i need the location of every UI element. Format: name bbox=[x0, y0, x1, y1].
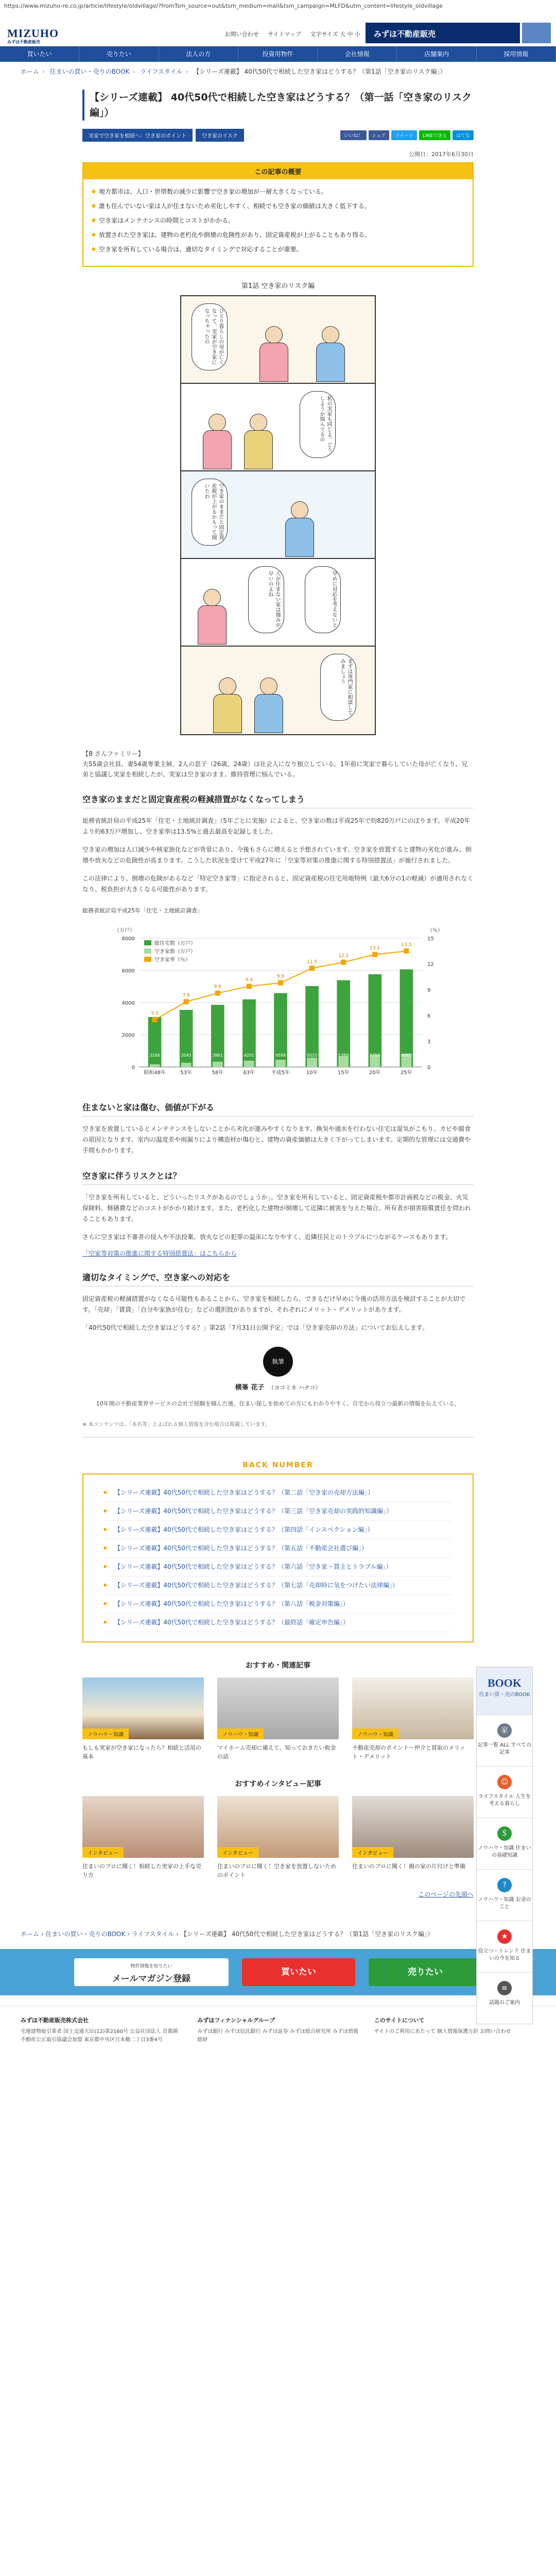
tweet-button[interactable]: ツイート bbox=[391, 130, 417, 140]
backnumber-link[interactable]: ▶ 【シリーズ連載】40代50代で相続した空き家はどうする？（最終話「確定申告編」） bbox=[104, 1614, 452, 1632]
manga-panel bbox=[181, 384, 375, 471]
bar-vacant bbox=[150, 1064, 160, 1067]
bar-total-label: 4588 bbox=[275, 1053, 286, 1058]
backnumber-link[interactable]: ▶ 【シリーズ連載】40代50代で相続した空き家はどうする？（第八話「税金対策編」） bbox=[104, 1595, 452, 1614]
nav-item-corporate[interactable]: 法人の方 bbox=[159, 46, 238, 62]
nav-item-buy[interactable]: 買いたい bbox=[0, 46, 79, 62]
y-tick-label: 2000 bbox=[121, 1032, 135, 1039]
rate-label: 9.8 bbox=[276, 974, 285, 979]
breadcrumb-lifestyle[interactable]: ライフスタイル bbox=[131, 1930, 175, 1938]
sidebar-item-all[interactable]: 家 記事一覧 ALL すべての記事 bbox=[477, 1715, 532, 1766]
backnumber-list bbox=[82, 1473, 474, 1642]
bar-total bbox=[400, 970, 413, 1067]
line-button[interactable]: LINEで送る bbox=[419, 130, 450, 140]
logo[interactable]: MIZUHO みずほ不動産販売 bbox=[7, 27, 59, 44]
summary-heading: この記事の概要 bbox=[83, 163, 473, 179]
header-link-contact[interactable]: お問い合わせ bbox=[224, 31, 259, 38]
bar-total-label: 3861 bbox=[212, 1053, 223, 1058]
speech-bubble: 早めに対応を考えないと bbox=[305, 566, 341, 633]
newsletter-button[interactable]: 物件情報を知りたい メールマガジン登録 bbox=[74, 1958, 229, 1986]
footer-col-company: みずほ不動産販売株式会社 宅地建物取引業者 国土交通大臣(12)第2160号 公益社団法人 首都圏不動産公正取引協議会加盟 東京都中央区日本橋二丁目3番4号 bbox=[21, 2017, 178, 2043]
backnumber-link[interactable]: ▶ 【シリーズ連載】40代50代で相続した空き家はどうする？（第三話「空き家売却の実践的知識編」） bbox=[104, 1502, 452, 1521]
character-figure bbox=[212, 677, 243, 734]
paragraph: 「40代50代で相続した空き家はどうする？」第2話「7月31日公開予定」では「空き家売却の方法」についてお伝えします。 bbox=[82, 1324, 428, 1331]
bar-vacant bbox=[307, 1058, 317, 1067]
breadcrumb-book[interactable]: 住まいの買い・売りのBOOK bbox=[45, 1930, 126, 1938]
y2-axis-label: （％） bbox=[427, 928, 443, 934]
interview-card[interactable]: インタビュー 住まいのプロに聞く！親の家の片付けと準備 bbox=[352, 1796, 474, 1879]
rate-label: 7.6 bbox=[182, 993, 190, 998]
nav-item-investment[interactable]: 投資用物件 bbox=[238, 46, 318, 62]
nav-item-company[interactable]: 会社情報 bbox=[318, 46, 397, 62]
bar-vacant bbox=[213, 1062, 223, 1067]
rate-label: 13.5 bbox=[401, 942, 412, 947]
manga-title: 第1話 空き家のリスク編 bbox=[241, 282, 315, 290]
backnumber-label: BACK NUMBER bbox=[242, 1461, 314, 1469]
sell-button[interactable]: 売りたい bbox=[369, 1958, 482, 1986]
manga-panel bbox=[181, 559, 375, 647]
rate-label: 11.5 bbox=[307, 959, 318, 965]
section-heading: 空き家のままだと固定資産税の軽減措置がなくなってしまう bbox=[82, 793, 474, 808]
money-icon: ＄ bbox=[497, 1826, 512, 1841]
y-tick-label: 6000 bbox=[121, 968, 135, 974]
facebook-like-button[interactable]: いいね！ bbox=[340, 130, 366, 140]
y2-tick-label: 9 bbox=[427, 988, 431, 993]
housing-chart bbox=[82, 906, 474, 1088]
x-tick-label: 10年 bbox=[306, 1070, 318, 1076]
paragraph: さらに空き家は不審者の侵入や不法投棄、放火などの犯罪の温床になりやすく、近隣住民とのトラブルにつながるケースもあります。 bbox=[82, 1233, 452, 1241]
facebook-share-button[interactable]: シェア bbox=[369, 130, 390, 140]
summary-point: ● 放置された空き家は、建物の老朽化や倒壊の危険性があり、固定資産税が上がることもあり得る。 bbox=[92, 230, 464, 240]
sidebar-item-money[interactable]: ? ノウハウ・知識 お金のこと bbox=[477, 1869, 532, 1921]
backnumber-link[interactable]: ▶ 【シリーズ連載】40代50代で相続した空き家はどうする？（第六話「空き家・買主とトラブル編」） bbox=[104, 1558, 452, 1577]
x-tick-label: 25年 bbox=[401, 1070, 412, 1076]
list-icon: ≡ bbox=[497, 1981, 512, 1995]
x-tick-label: 平成5年 bbox=[271, 1070, 290, 1076]
legend-label: 空き家率（％） bbox=[154, 957, 190, 963]
paragraph: 空き家を放置しているとメンテナンスをしないことから劣化が進みやすくなります。換気や通水を行わない住宅は湿気がこもり、カビや腐食の原因となります。室内の温度差や雨漏りにより構造材が傷むと、建物の資産価値は大きく下がってしまいます。定期的な管理には交通費や手間もかかります。 bbox=[82, 1125, 471, 1154]
recommend-image: ノウハウ・知識 bbox=[82, 1677, 204, 1739]
backnumber-link[interactable]: ▶ 【シリーズ連載】40代50代で相続した空き家はどうする？（第七話「売却時に気をつけたい法律編」） bbox=[104, 1577, 452, 1595]
breadcrumb-lifestyle[interactable]: ライフスタイル bbox=[140, 68, 183, 75]
x-tick-label: 63年 bbox=[243, 1070, 255, 1076]
nav-item-sell[interactable]: 売りたい bbox=[79, 46, 159, 62]
sidebar-item-topics[interactable]: ≡ 話題のご案内 bbox=[477, 1972, 532, 2024]
backnumber-link[interactable]: ▶ 【シリーズ連載】40代50代で相続した空き家はどうする？（第四話「インスペクション編」） bbox=[104, 1521, 452, 1539]
x-tick-label: 53年 bbox=[180, 1070, 193, 1076]
rate-label: 13.1 bbox=[370, 945, 380, 951]
y-tick-label: 8000 bbox=[121, 936, 135, 942]
buy-button[interactable]: 買いたい bbox=[242, 1958, 355, 1986]
bar-total-label: 6063 bbox=[401, 1053, 412, 1058]
footer-col-about: このサイトについて サイトのご利用にあたって 個人情報保護方針 お問い合わせ bbox=[374, 2017, 511, 2035]
x-tick-label: 20年 bbox=[369, 1070, 381, 1076]
speech-bubble: ひとり暮らしの母が亡くなって、実家が空き家になっちゃったの bbox=[192, 303, 228, 370]
header-link-sitemap[interactable]: サイトマップ bbox=[268, 31, 301, 38]
manga-panel bbox=[181, 296, 375, 384]
character-figure bbox=[315, 326, 346, 383]
hatena-button[interactable]: はてな bbox=[453, 130, 474, 140]
rate-point bbox=[152, 1017, 158, 1022]
bar-total-label: 5759 bbox=[370, 1053, 380, 1058]
page-title: 【シリーズ連載】 40代50代で相続した空き家はどうする？（第一話「空き家のリスク編」） bbox=[82, 90, 474, 121]
rate-point bbox=[404, 948, 409, 954]
manga-strip bbox=[180, 295, 376, 735]
x-tick-label: 昭和48年 bbox=[144, 1070, 166, 1076]
speech-bubble: 人が住まない家は傷みが早いのよね bbox=[248, 566, 284, 633]
brand-box[interactable]: みずほ不動産販売 bbox=[366, 23, 520, 43]
summary-point: ● 空き家はメンテナンスの時間とコストがかかる。 bbox=[92, 215, 464, 226]
star-icon: ★ bbox=[497, 1929, 512, 1944]
character-figure bbox=[258, 326, 289, 383]
character-figure bbox=[202, 414, 233, 470]
paragraph: 「空き家を所有していると、どういったリスクがあるのでしょうか」。空き家を所有していると、固定資産税や都市計画税などの税金、火災保険料、修繕費などのコストがかかり続けます。また、老朽化した建物が倒壊して近隣に被害を与えた場合、所有者が損害賠償責任を問われることもあります。 bbox=[82, 1194, 472, 1223]
rate-point bbox=[184, 999, 189, 1004]
bar-vacant bbox=[244, 1061, 254, 1067]
manga-panel bbox=[181, 471, 375, 559]
speech-bubble: まずは専門家に相談してみましょう bbox=[320, 654, 356, 721]
x-tick-label: 15年 bbox=[337, 1070, 350, 1076]
paragraph: 総務省統計局の平成25年「住宅・土地統計調査」（5年ごとに実施）によると、空き家の数は平成25年で約820万戸にのぼります。平成20年より約63万戸増加し、空き家率は13.5%と過去最高を記録しました。 bbox=[82, 817, 471, 835]
breadcrumb: ホーム › 住まいの買い・売りのBOOK › ライフスタイル › 【シリーズ連載】 40代50代で相続した空き家はどうする？（第1話「空き家のリスク編」） bbox=[21, 68, 446, 75]
family-caption-head: 【B さんファミリー】 bbox=[82, 750, 144, 757]
legend-label: 総住宅数（万戸） bbox=[154, 941, 196, 946]
recommend-row bbox=[82, 1677, 474, 1761]
character-figure bbox=[243, 414, 274, 470]
interview-image: インタビュー bbox=[217, 1796, 339, 1858]
brand-corner bbox=[522, 23, 551, 43]
nav-item-recruit[interactable]: 採用情報 bbox=[477, 46, 556, 62]
y-tick-label: 0 bbox=[131, 1065, 135, 1071]
y2-tick-label: 0 bbox=[427, 1065, 431, 1071]
bar-vacant bbox=[338, 1056, 349, 1067]
nav-item-stores[interactable]: 店舗案内 bbox=[397, 46, 476, 62]
sidebar-item-lifestyle[interactable]: ☺ ライフスタイル 人生を考える暮らし bbox=[477, 1766, 532, 1818]
bar-total bbox=[148, 1017, 162, 1067]
rate-point bbox=[372, 952, 377, 957]
breadcrumb-bottom: ホーム › 住まいの買い・売りのBOOK › ライフスタイル › 【シリーズ連載】 40代50代で相続した空き家はどうする？（第1話「空き家のリスク編」） bbox=[21, 1930, 433, 1938]
interview-row bbox=[82, 1796, 474, 1879]
sidebar-item-knowhow[interactable]: ＄ ノウハウ・知識 住まいの基礎知識 bbox=[477, 1818, 532, 1869]
character-figure bbox=[284, 501, 315, 558]
recommend-title: おすすめ・関連記事 bbox=[245, 1662, 311, 1670]
rate-label: 5.5 bbox=[151, 1011, 159, 1016]
recommend-card[interactable]: ノウハウ・知識 もしも実家が空き家になったら？相続と活用の基本 bbox=[82, 1677, 204, 1761]
tag-button-risk[interactable]: 空き家のリスク bbox=[196, 129, 244, 142]
rate-label: 9.4 bbox=[245, 977, 253, 983]
author-name: 横峯 花子 （ヨコミネ ハナコ） bbox=[235, 1384, 321, 1392]
y2-tick-label: 3 bbox=[427, 1039, 431, 1045]
law-link[interactable]: 「空家等対策の推進に関する特別措置法」はこちらから bbox=[82, 1250, 237, 1257]
site-footer bbox=[0, 2006, 556, 2129]
tag-button-akiya[interactable]: 実家で空き家を相続へ：空き家のポイント bbox=[82, 129, 193, 142]
sidebar-book-banner[interactable]: BOOK 住まい買・売のBOOK bbox=[477, 1667, 532, 1715]
rate-label: 12.2 bbox=[338, 953, 349, 959]
global-nav bbox=[0, 46, 556, 62]
paragraph: 空き家の増加は人口減少や核家族化などが背景にあり、今後もさらに増えると予想されています。空き家を放置すると建物の劣化が進み、倒壊や放火などの危険性が高まります。こうした状況を受けて平成27年に「空家等対策の推進に関する特別措置法」が施行されました。 bbox=[82, 846, 472, 864]
y2-tick-label: 6 bbox=[427, 1013, 431, 1019]
bar-total bbox=[180, 1010, 193, 1067]
rate-point bbox=[247, 984, 252, 989]
rate-point bbox=[341, 960, 346, 965]
section-heading: 空き家に伴うリスクとは？ bbox=[82, 1170, 474, 1185]
question-icon: ? bbox=[497, 1878, 512, 1892]
legend-label: 空き家数（万戸） bbox=[154, 949, 196, 955]
speech-bubble: 私の実家も同じよ。どうしようか悩んでるの bbox=[300, 391, 336, 458]
recommend-image: ノウハウ・知識 bbox=[352, 1677, 474, 1739]
breadcrumb-current: 【シリーズ連載】 40代50代で相続した空き家はどうする？（第1話「空き家のリスク編」） bbox=[180, 1930, 433, 1938]
rate-point bbox=[309, 965, 315, 971]
interview-image: インタビュー bbox=[82, 1796, 204, 1858]
manga-panel bbox=[181, 647, 375, 734]
summary-point: ● 誰も住んでいない家は人が住まないため劣化しやすく、相続でも空き家の価値は大きく低下する。 bbox=[92, 201, 464, 211]
rate-point bbox=[278, 980, 283, 986]
backnumber-section bbox=[82, 1461, 474, 1642]
chart-title: 総務省統計局平成25年「住宅・土地統計調査」 bbox=[82, 907, 203, 914]
footnote: ※ 本コンテンツは、「本名等」とよばれる個人情報を含む場合は掲載しています。 bbox=[82, 1420, 474, 1437]
cta-band bbox=[0, 1949, 556, 1995]
footer-col-group: みずほフィナンシャルグループ みずほ銀行 みずほ信託銀行 みずほ証券 みずほ総合研究所 みずほ情報総研 bbox=[197, 2017, 359, 2043]
breadcrumb-home[interactable]: ホーム bbox=[21, 68, 40, 75]
summary-point: ● 地方都市は、人口・世帯数の減少に影響で空き家の増加が一層大きくなっている。 bbox=[92, 187, 464, 197]
paragraph: この法律により、倒壊の危険があるなど「特定空き家等」に指定されると、固定資産税の住宅用地特例（最大6分の1の軽減）が適用されなくなり、税負担が大きくなる可能性があります。 bbox=[82, 875, 474, 893]
bar-total-label: 5389 bbox=[338, 1053, 349, 1058]
smile-icon: ☺ bbox=[497, 1775, 512, 1789]
family-caption bbox=[82, 749, 474, 779]
y-axis-label: （万戸） bbox=[114, 928, 135, 934]
bar-total-label: 4201 bbox=[244, 1053, 255, 1058]
speech-bubble: 空き家のままだと固定資産税が上がるかもって聞いたわ bbox=[192, 479, 228, 546]
article-content bbox=[82, 90, 474, 1899]
recommend-card[interactable]: ノウハウ・知識 マイホーム売却に備えて、知っておきたい税金の話 bbox=[217, 1677, 339, 1761]
breadcrumb-current: 【シリーズ連載】 40代50代で相続した空き家はどうする？（第1話「空き家のリスク編」） bbox=[193, 68, 446, 75]
interview-card[interactable]: インタビュー 住まいのプロに聞く！相続した実家の上手な売り方 bbox=[82, 1796, 204, 1879]
summary-box bbox=[82, 162, 474, 267]
bar-total-label: 3106 bbox=[149, 1053, 160, 1058]
tag-row bbox=[82, 129, 474, 142]
y2-tick-label: 12 bbox=[427, 962, 434, 968]
legend-swatch bbox=[144, 948, 151, 954]
bar-total-label: 3545 bbox=[181, 1053, 192, 1058]
breadcrumb-home[interactable]: ホーム bbox=[21, 1930, 40, 1938]
legend-swatch bbox=[144, 957, 151, 962]
backnumber-link[interactable]: ▶ 【シリーズ連載】40代50代で相続した空き家はどうする？（第二話「空き家の売却方法編」） bbox=[104, 1484, 452, 1502]
section-heading: 住まないと家は傷む、価値が下がる bbox=[82, 1101, 474, 1116]
social-buttons bbox=[338, 130, 474, 140]
book-sidebar bbox=[476, 1667, 533, 2024]
character-figure bbox=[197, 589, 228, 646]
interview-card[interactable]: インタビュー 住まいのプロに聞く！空き家を放置しないためのポイント bbox=[217, 1796, 339, 1879]
home-icon: 家 bbox=[497, 1723, 512, 1738]
paragraph: 固定資産税の軽減措置がなくなる可能性もあることから、空き家を相続したら、できるだけ早めに今後の活用方法を検討することが大切です。「売却」「賃貸」「自分や家族が住む」などの選択肢がありますが、それぞれにメリット・デメリットがあります。 bbox=[82, 1295, 466, 1313]
section-heading: 適切なタイミングで、空き家への対応を bbox=[82, 1271, 474, 1286]
url-bar[interactable]: https://www.mizuho-re.co.jp/article/lifestyle/oldvillage/?fromTsm_source=out&tsm_medium=mail&tsm_campaign=MLFD&utm_content=lifestyle_oldvillage bbox=[4, 3, 443, 9]
y2-tick-label: 15 bbox=[427, 936, 434, 942]
header-links bbox=[218, 30, 360, 38]
site-header bbox=[0, 21, 556, 46]
bar-total-label: 5025 bbox=[306, 1053, 318, 1058]
breadcrumb-book[interactable]: 住まいの買い・売りのBOOK bbox=[49, 68, 130, 75]
header-link-fontsize[interactable]: 文字サイズ 大 中 小 bbox=[310, 31, 360, 38]
rate-label: 8.6 bbox=[214, 984, 221, 990]
recommend-card[interactable]: ノウハウ・知識 不動産売却のポイント〜仲介と買取のメリット・デメリット bbox=[352, 1677, 474, 1761]
legend-swatch bbox=[144, 940, 151, 945]
author-block bbox=[82, 1347, 474, 1409]
page-top-link[interactable]: このページの先頭へ bbox=[418, 1891, 474, 1898]
family-caption-text: 夫55歳会社員、妻54歳専業主婦。2人の息子（26歳、24歳）は社会人になり独立している。1年前に実家で暮らしていた母が亡くなり、兄弟と協議し実家を相続したが、実家は空き家のまま。維持管理に悩んでいる。 bbox=[82, 760, 468, 778]
publish-date: 公開日：2017年6月30日 bbox=[409, 151, 474, 158]
character-figure bbox=[253, 677, 284, 734]
bar-vacant bbox=[181, 1063, 192, 1067]
interview-title: おすすめインタビュー記事 bbox=[235, 1780, 321, 1788]
x-tick-label: 58年 bbox=[212, 1070, 224, 1076]
author-avatar: 執筆 bbox=[263, 1347, 293, 1377]
author-bio: 10年間の不動産業界サービスの会社で経験を積んだ後、住まい探しを始めての方にもわかりやすく、自宅から役立つ最新の情報を伝えている。 bbox=[96, 1400, 460, 1407]
bar-vacant bbox=[275, 1060, 286, 1067]
sidebar-item-trend[interactable]: ★ 役立つ・トレンド 住まいの今を知る bbox=[477, 1921, 532, 1972]
recommend-image: ノウハウ・知識 bbox=[217, 1677, 339, 1739]
rate-point bbox=[215, 991, 220, 996]
summary-point: ● 空き家を所有している場合は、適切なタイミングで対応することが重要。 bbox=[92, 244, 464, 255]
interview-image: インタビュー bbox=[352, 1796, 474, 1858]
y-tick-label: 4000 bbox=[121, 1001, 135, 1006]
backnumber-link[interactable]: ▶ 【シリーズ連載】40代50代で相続した空き家はどうする？（第五話「不動産会社選び編」） bbox=[104, 1539, 452, 1558]
chart-svg bbox=[82, 918, 474, 1088]
